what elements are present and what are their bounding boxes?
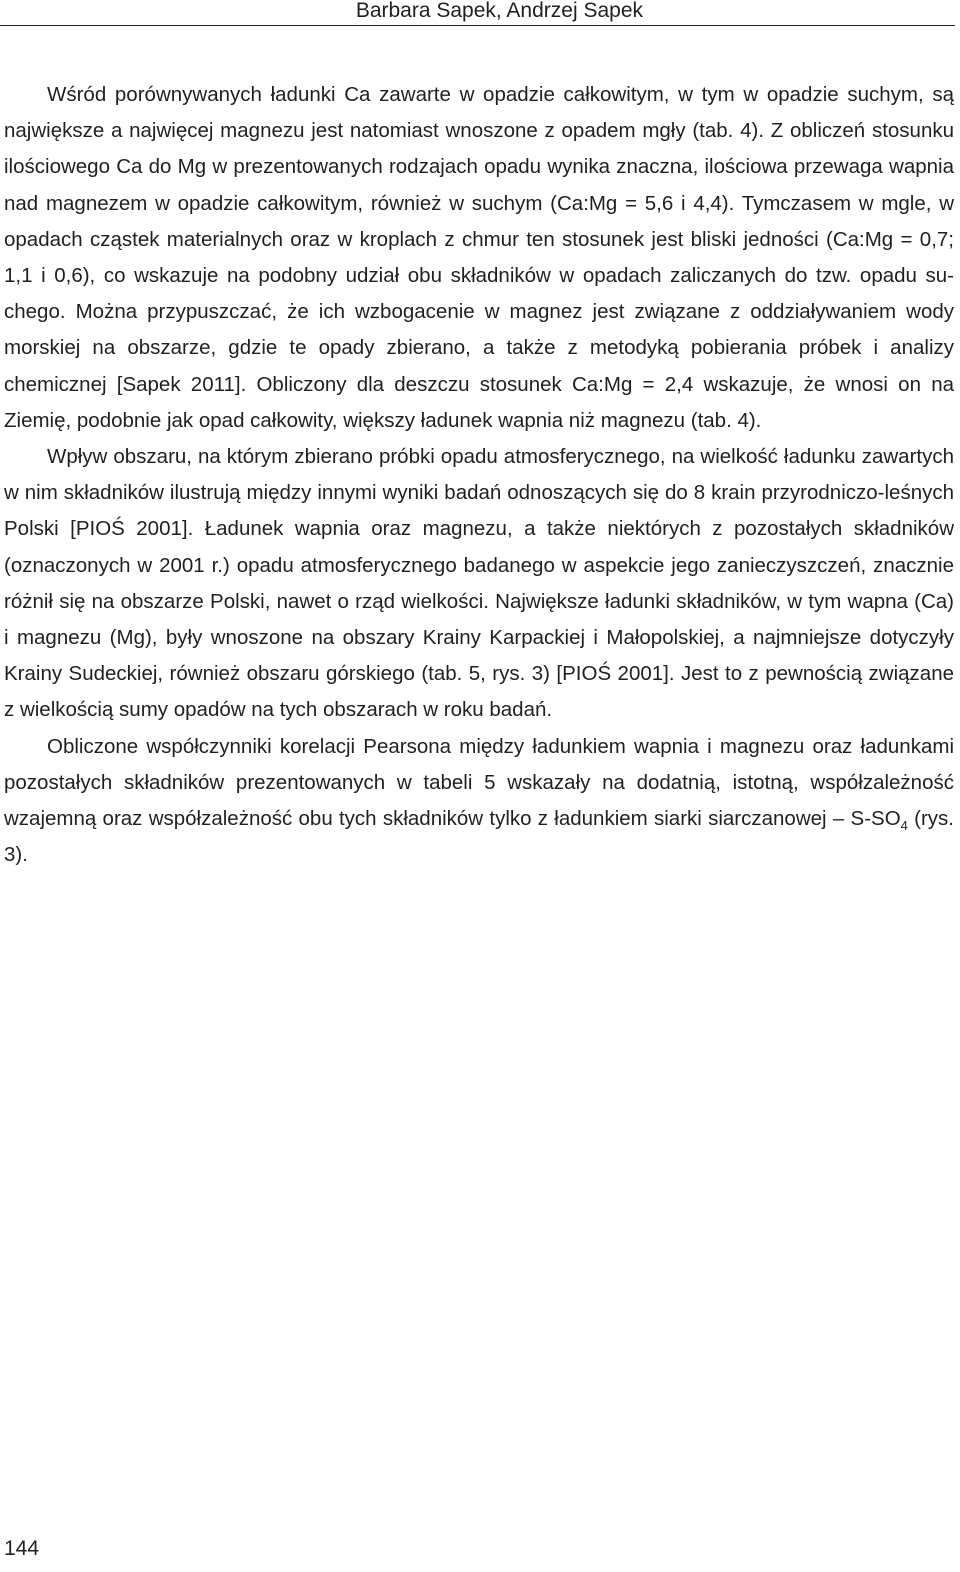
paragraph-ca-mg-ratio: Wśród porównywanych ładunki Ca zawarte w opadzie całkowitym, w tym w opadzie suchym, są największe a najwięcej magnezu jest natomiast wnoszone z opadem mgły (tab. 4). Z obliczeń stosunku ilościowego Ca do Mg w prezentowanych rodzajach opadu wynika znaczna, ilościowa przewaga wapnia nad magnezem w opadzie całkowitym, również w suchym (Ca:Mg = 5,6 i 4,4). Tymczasem w mgle, w opadach cząstek materialnych oraz w kroplach z chmur ten stosunek jest bliski jedności (Ca:Mg = 0,7; 1,1 i 0,6), co wskazuje na podobny udział obu składników w opadach zaliczanych do tzw. opadu suchego. Można przypuszczać, że ich wzbogacenie w magnez jest związane z oddziaływaniem wody morskiej na obszarze, gdzie te opady zbierano, a także z metodyką pobierania próbek i analizy chemicznej [Sapek 2011]. Obliczony dla deszczu stosunek Ca:Mg = 2,4 wskazuje, że wnosi on na Ziemię, podobnie jak opad całkowity, większy ładunek wapnia niż magnezu (tab. 4). [4, 83, 954, 432]
paragraph-pearson-tail: (rys. 3). [4, 807, 955, 867]
page-number: 144 [4, 1537, 40, 1560]
paragraph-pearson-text: Obliczone współczynniki korelacji Pearsona między ładunkiem wapnia i magnezu oraz ładunkami pozostałych składników prezentowanych w tabeli 5 wskazały na dodatnią, istotną, współzależność wzajemną oraz współzależność obu tych składników tylko z ładunkiem siarki siarczanowej – S-SO [4, 734, 954, 831]
body-text [4, 77, 954, 873]
running-header-authors: Barbara Sapek, Andrzej Sapek [0, 0, 955, 26]
sulfate-subscript: 4 [900, 818, 908, 834]
paragraph-pearson-correlation [4, 729, 954, 874]
paragraph-region-influence: Wpływ obszaru, na którym zbierano próbki opadu atmosferycznego, na wielkość ładunku zawartych w nim składników ilustrują między innymi wyniki badań odnoszących się do 8 krain przyrodniczo-leśnych Polski [PIOŚ 2001]. Ładunek wapnia oraz magnezu, a także niektórych z pozostałych składników (oznaczonych w 2001 r.) opadu atmosferycznego badanego w aspekcie jego zanieczyszczeń, znacznie różnił się na obszarze Polski, nawet o rząd wielkości. Największe ładunki składników, w tym wapna (Ca) i magnezu (Mg), były wnoszone na obszary Krainy Karpackiej i Małopolskiej, a najmniejsze dotyczyły Krainy Sudeckiej, również obszaru górskiego (tab. 5, rys. 3) [PIOŚ 2001]. Jest to z pewnością związane z wielkością sumy opadów na tych obszarach w roku badań. [4, 445, 954, 722]
